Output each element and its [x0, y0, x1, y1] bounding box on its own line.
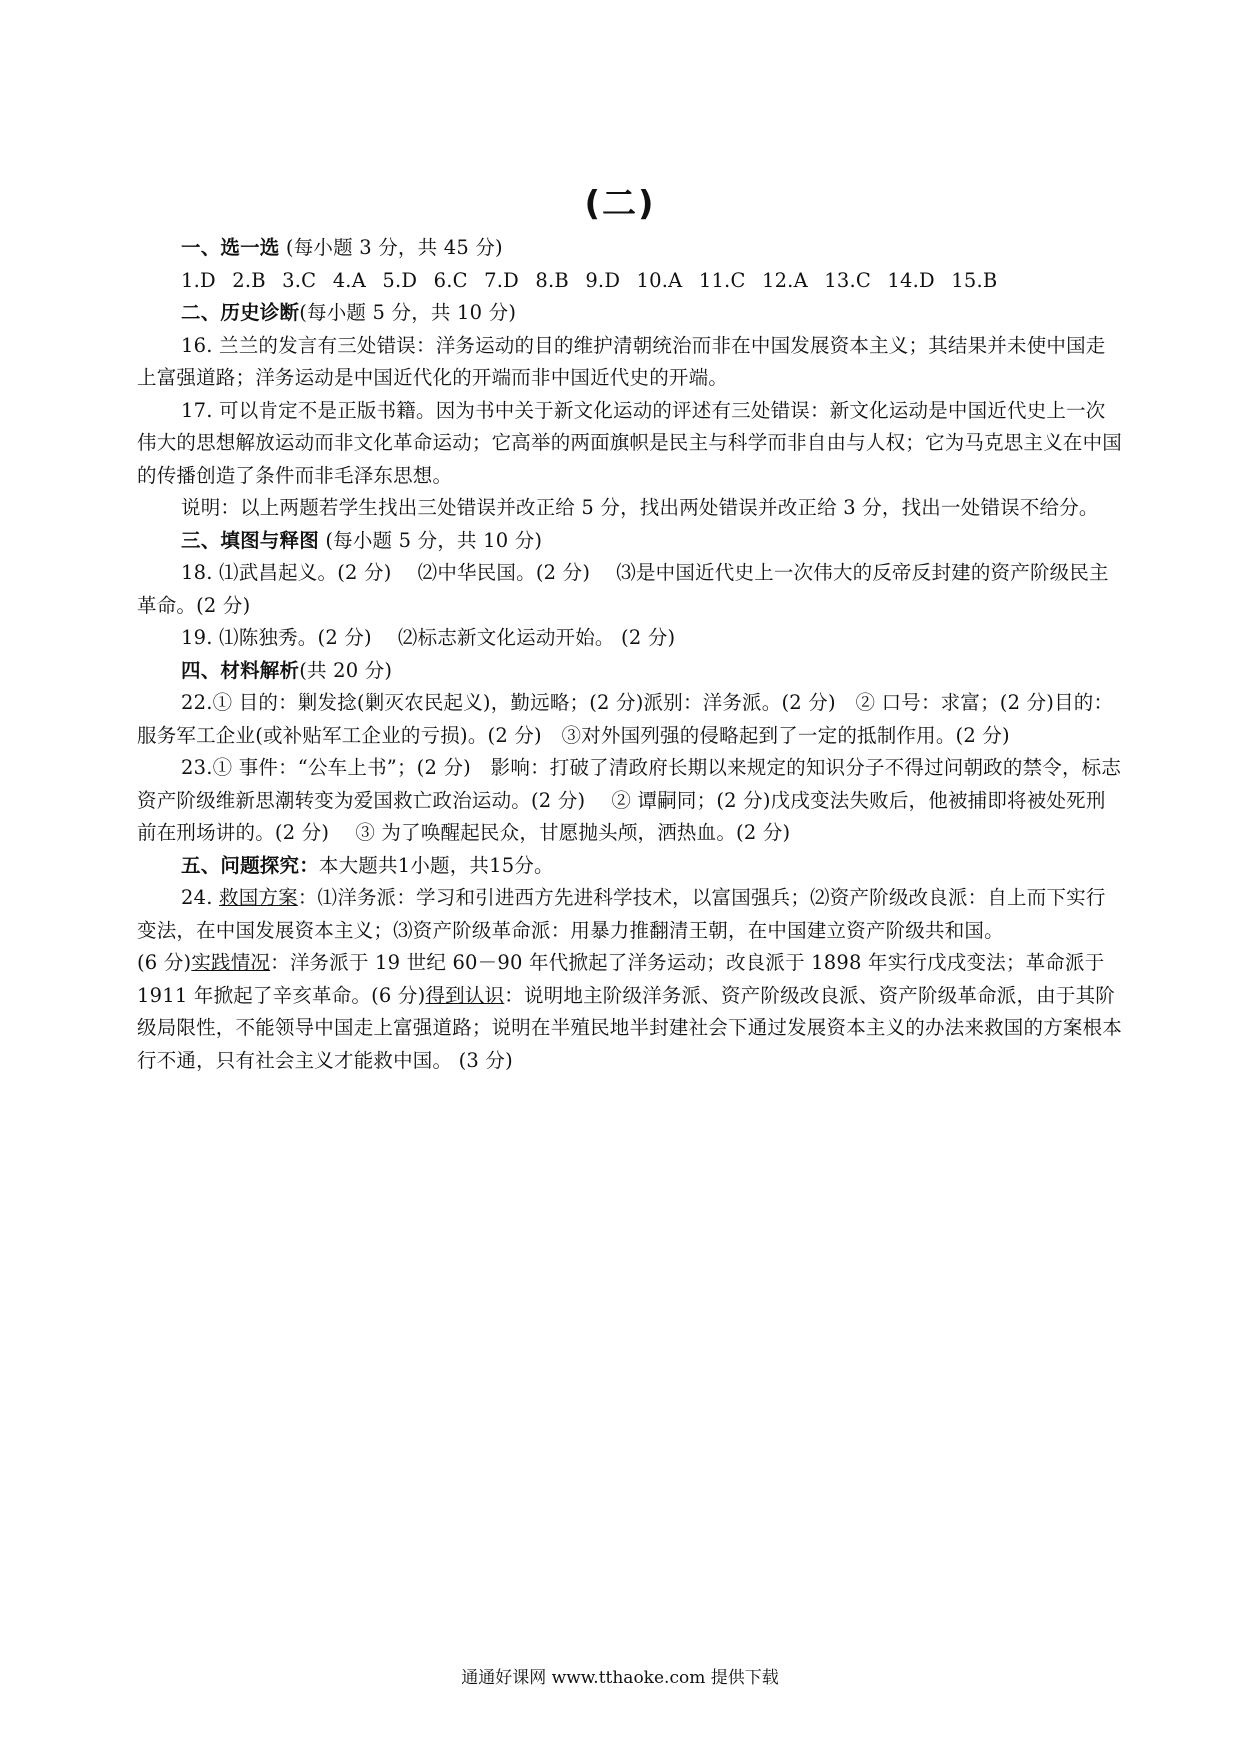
- section-1-note: (每小题 3 分，共 45 分): [285, 236, 503, 259]
- section-2-heading: [137, 297, 1123, 330]
- section-3-heading: [137, 525, 1123, 558]
- page-title: (二): [584, 184, 656, 224]
- answer-content: [137, 232, 1123, 1077]
- label-conclusion: 得到认识: [425, 983, 505, 1007]
- answer-24-number: 24.: [181, 886, 213, 909]
- label-rescue-plan: 救国方案: [219, 886, 298, 909]
- rescue-plan-points: (6 分): [137, 951, 192, 974]
- answer-24-part-2: [137, 947, 1123, 1077]
- section-3-note: (每小题 5 分，共 10 分): [325, 528, 543, 552]
- conclusion-text: ：说明地主阶级洋务派、资产阶级改良派、资产阶级革命派，由于其阶级局限性，不能领导中国走上富强道路；说明在半殖民地半封建社会下通过发展资本主义的办法来救国的方案根本行不通，只有社会主义才能救中国。 (3 分): [137, 983, 1123, 1072]
- page-footer: 通通好课网 www.tthaoke.com 提供下载: [461, 1668, 779, 1688]
- practice-text: ：洋务派于 19 世纪 60－90 年代掀起了洋务运动；改良派于 1898 年实行戊戌变法；革命派于 1911 年掀起了辛亥革命。(6 分): [137, 951, 1105, 1007]
- section-5-note: 本大题共1小题，共15分。: [318, 853, 554, 877]
- section-2-note: (每小题 5 分，共 10 分): [299, 301, 517, 324]
- rescue-plan-text: ：⑴洋务派：学习和引进西方先进科学技术，以富国强兵；⑵资产阶级改良派：自上而下实行变法，在中国发展资本主义；⑶资产阶级革命派：用暴力推翻清王朝，在中国建立资产阶级共和国。: [137, 886, 1106, 942]
- answer-16: 16. 兰兰的发言有三处错误：洋务运动的目的维护清朝统治而非在中国发展资本主义；其结果并未使中国走上富强道路；洋务运动是中国近代化的开端而非中国近代史的开端。: [137, 333, 1106, 389]
- section-4-heading: [137, 655, 1123, 688]
- answer-23: 23.① 事件：“公车上书”；(2 分) 影响：打破了清政府长期以来规定的知识分子不得过问朝政的禁令，标志资产阶级维新思潮转变为爱国救亡政治运动。(2 分) ② 谭嗣同；(2 分)戊戌变法失败后，他被捕即将被处死刑前在刑场讲的。(2 分) ③ 为了唤醒起民众，甘愿抛头颅，洒热血。(2 分): [137, 756, 1122, 844]
- section-4-title: 四、材料解析: [181, 658, 300, 682]
- section-2-explanation: 说明：以上两题若学生找出三处错误并改正给 5 分，找出两处错误并改正给 3 分，找出一处错误不给分。: [181, 496, 1099, 519]
- answer-19: 19. ⑴陈独秀。(2 分) ⑵标志新文化运动开始。 (2 分): [181, 626, 676, 649]
- answer-24-part-1: [137, 882, 1123, 947]
- section-1-answers: 1.D 2.B 3.C 4.A 5.D 6.C 7.D 8.B 9.D 10.A 11.C 12.A 13.C 14.D 15.B: [181, 268, 998, 292]
- label-practice: 实践情况: [191, 951, 271, 974]
- answer-22: 22.① 目的：剿发捻(剿灭农民起义)，勤远略；(2 分)派别：洋务派。(2 分) ② 口号：求富；(2 分)目的：服务军工企业(或补贴军工企业的亏损)。(2 分) ③对外国列强的侵略起到了一定的抵制作用。(2 分): [137, 691, 1114, 747]
- section-2-title: 二、历史诊断: [181, 301, 300, 324]
- section-1-title: 一、选一选: [181, 236, 280, 259]
- section-4-note: (共 20 分): [299, 658, 393, 682]
- section-5-title: 五、问题探究：: [181, 853, 319, 877]
- answer-17: 17. 可以肯定不是正版书籍。因为书中关于新文化运动的评述有三处错误：新文化运动是中国近代史上一次伟大的思想解放运动而非文化革命运动；它高举的两面旗帜是民主与科学而非自由与人权；它为马克思主义在中国的传播创造了条件而非毛泽东思想。: [137, 398, 1123, 487]
- section-5-heading: [137, 850, 1123, 883]
- section-3-title: 三、填图与释图: [181, 528, 319, 552]
- section-1-heading: [137, 232, 1123, 265]
- answer-18: 18. ⑴武昌起义。(2 分) ⑵中华民国。(2 分) ⑶是中国近代史上一次伟大的反帝反封建的资产阶级民主革命。(2 分): [137, 561, 1109, 617]
